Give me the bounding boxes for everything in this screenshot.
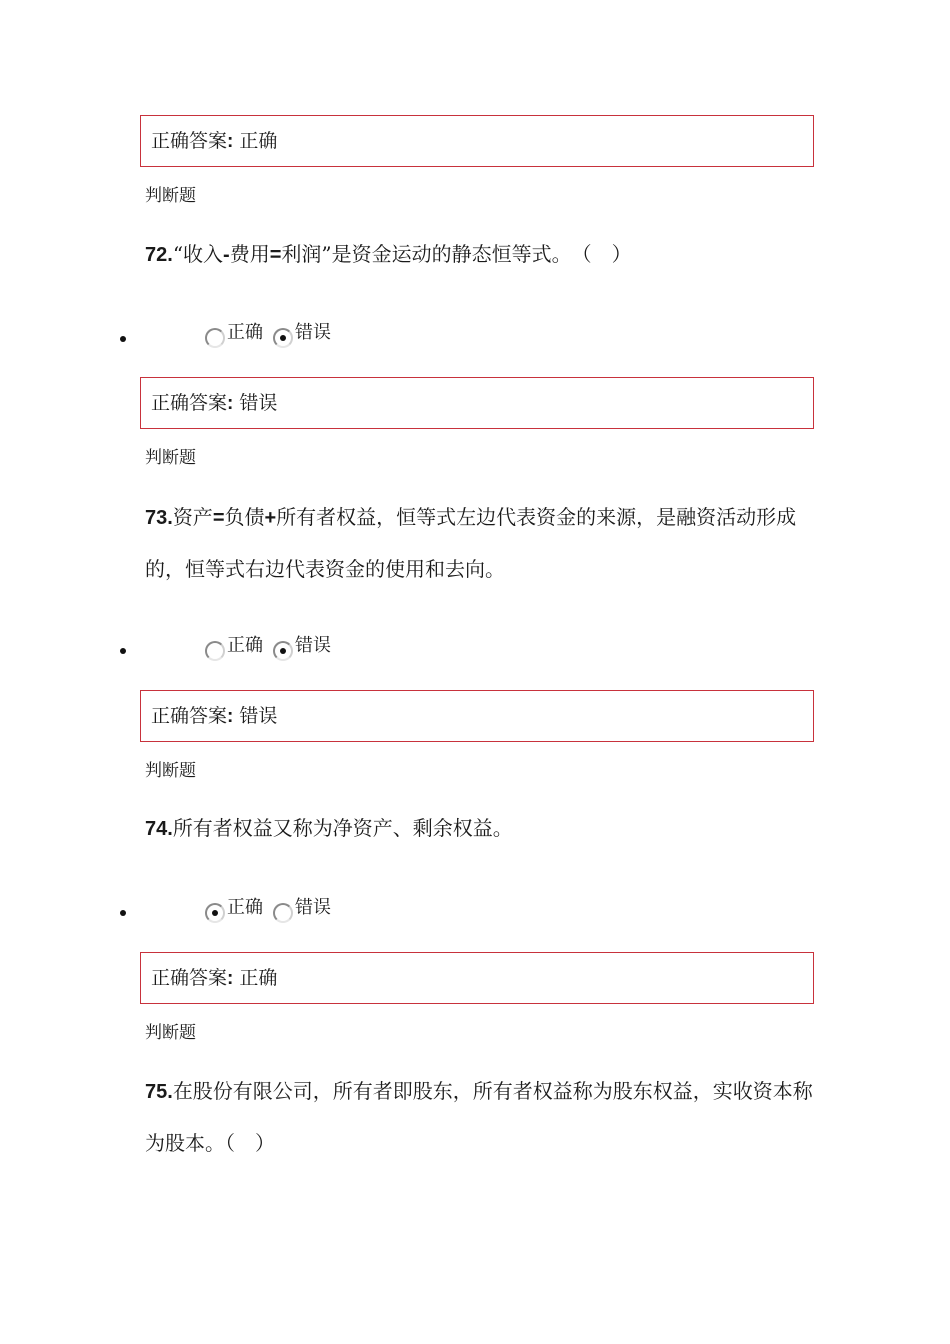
radio-button-selected[interactable] (273, 641, 293, 661)
answer-prefix: 正确答案 (151, 967, 228, 989)
answer-box (140, 377, 814, 429)
question-type: 判断题 (145, 1023, 196, 1043)
option-false[interactable] (273, 897, 331, 923)
radio-button[interactable] (205, 641, 225, 661)
list-bullet (120, 910, 126, 916)
question-text: 所有者权益，恒等式左边代表资金的来源，是融资活动形成的，恒等式右边代表资金的使用和去向。 (145, 505, 797, 581)
option-label: 正确 (227, 897, 263, 918)
options-group (205, 322, 341, 348)
question-text: 负债 (224, 505, 265, 529)
option-true[interactable] (205, 897, 263, 923)
question-74 (145, 803, 825, 855)
question-symbol: - (223, 244, 230, 266)
radio-button[interactable] (205, 328, 225, 348)
answer-prefix: 正确答案 (151, 705, 228, 727)
question-text: “收入 (172, 242, 224, 266)
question-text: 利润”是资金运动的静态恒等式。 （ ） (281, 242, 632, 266)
answer-prefix: 正确答案 (151, 130, 228, 152)
question-text: 费用 (229, 242, 270, 266)
question-type: 判断题 (145, 448, 196, 468)
question-symbol: = (212, 507, 225, 529)
radio-button-selected[interactable] (273, 328, 293, 348)
radio-button[interactable] (273, 903, 293, 923)
option-label: 错误 (295, 322, 331, 343)
question-text: 资产 (172, 505, 213, 529)
radio-button-selected[interactable] (205, 903, 225, 923)
option-true[interactable] (205, 322, 263, 348)
question-number: 73. (145, 507, 173, 529)
option-label: 错误 (295, 635, 331, 656)
answer-value: 正确 (239, 130, 278, 152)
answer-box (140, 690, 814, 742)
answer-value: 错误 (239, 705, 278, 727)
options-group (205, 897, 341, 923)
answer-box (140, 115, 814, 167)
question-73 (145, 492, 825, 595)
answer-value: 错误 (239, 392, 278, 414)
answer-box (140, 952, 814, 1004)
option-label: 错误 (295, 897, 331, 918)
question-type: 判断题 (145, 186, 196, 206)
question-number: 74. (145, 818, 173, 840)
question-type: 判断题 (145, 761, 196, 781)
options-group (205, 635, 341, 661)
answer-separator: : (227, 968, 234, 989)
answer-separator: : (227, 706, 234, 727)
question-number: 75. (145, 1081, 173, 1103)
answer-separator: : (227, 131, 234, 152)
question-75 (145, 1066, 825, 1169)
question-72 (145, 229, 825, 281)
question-text: 在股份有限公司，所有者即股东，所有者权益称为股东权益，实收资本称为股本。（ ） (145, 1079, 813, 1155)
answer-separator: : (227, 393, 234, 414)
answer-prefix: 正确答案 (151, 392, 228, 414)
option-label: 正确 (227, 635, 263, 656)
question-text: 所有者权益又称为净资产、剩余权益。 (172, 816, 513, 840)
question-number: 72. (145, 244, 173, 266)
answer-value: 正确 (239, 967, 278, 989)
question-symbol: = (269, 244, 282, 266)
list-bullet (120, 336, 126, 342)
option-false[interactable] (273, 635, 331, 661)
option-false[interactable] (273, 322, 331, 348)
list-bullet (120, 648, 126, 654)
option-label: 正确 (227, 322, 263, 343)
question-symbol: + (264, 507, 277, 529)
option-true[interactable] (205, 635, 263, 661)
